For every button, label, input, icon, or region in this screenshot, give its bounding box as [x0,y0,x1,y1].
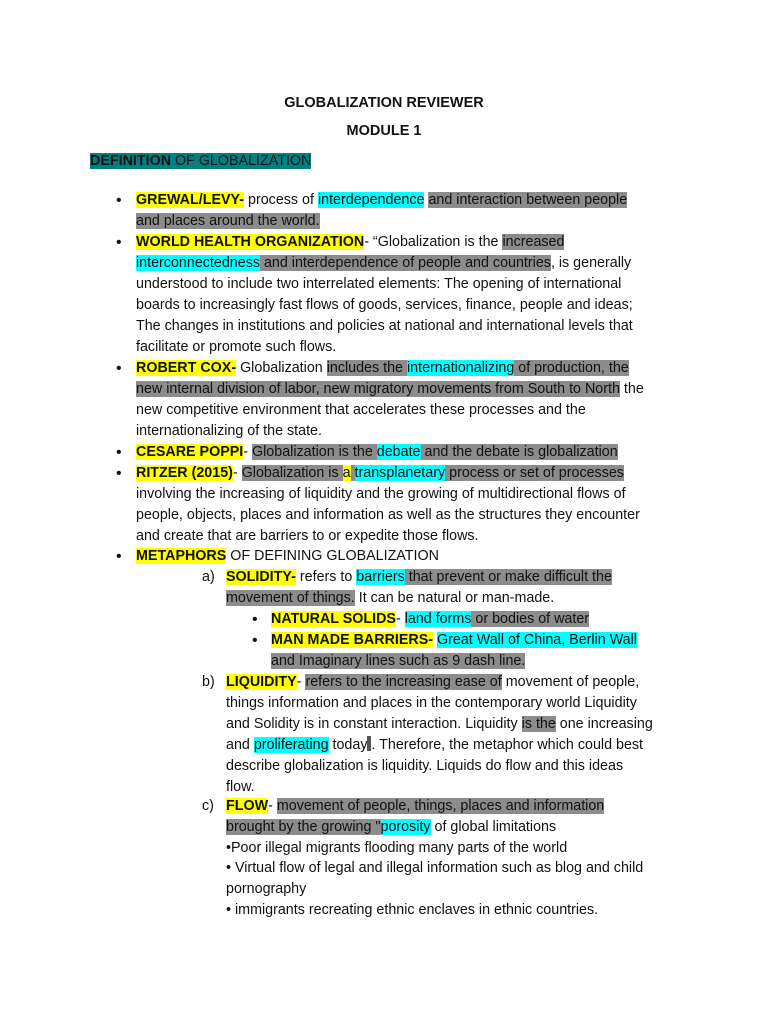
who-name: WORLD HEALTH ORGANIZATION [136,234,365,250]
poppi-line-1: CESARE POPPI- Globalization is the debate and the debate is globalization [136,444,618,460]
man-made-line-1: MAN MADE BARRIERS- Great Wall of China, Berlin Wall [271,632,637,648]
cox-name: ROBERT COX- [136,360,237,376]
cox-line-4: internationalizing of the state. [136,423,322,439]
who-line-6: facilitate or promote such flows. [136,339,337,355]
bullet: • [116,465,122,482]
cox-line-1: ROBERT COX- Globalization includes the internationalizing of production, the [136,360,629,376]
metaphors-heading: METAPHORS OF DEFINING GLOBALIZATION [136,548,439,564]
ritzer-line-3: people, objects, places and information as well as the structures they encounter [136,507,640,523]
who-line-2: interconnectedness and interdependence of people and countries, is generally [136,255,632,271]
list-label-a: a) [202,569,215,585]
module-heading: MODULE 1 [346,123,422,139]
poppi-name: CESARE POPPI [136,444,244,460]
liquidity-name: LIQUIDITY [226,674,297,690]
natural-solids-line: NATURAL SOLIDS- land forms or bodies of water [271,611,590,627]
liquidity-line-5: describe globalization is liquidity. Liquids do flow and this ideas [226,758,624,774]
liquidity-line-2: things information and places in the contemporary world Liquidity [226,695,637,711]
liquidity-line-3: and Solidity is in constant interaction. Liquidity is the one increasing [226,716,653,732]
solidity-name: SOLIDITY- [226,569,296,585]
flow-name: FLOW [226,798,269,814]
grewal-name: GREWAL/LEVY- [136,192,245,208]
solidity-line-1: SOLIDITY- refers to barriers that prevent or make difficult the [226,569,612,585]
bullet: • [252,632,258,649]
flow-line-5: pornography [226,881,307,897]
who-line-4: boards to increasingly fast flows of goods, services, finance, people and ideas; [136,297,633,313]
bullet: • [116,192,122,209]
bullet: • [116,360,122,377]
bullet: • [116,548,122,565]
flow-line-4: • Virtual flow of legal and illegal information such as blog and child [226,860,644,876]
who-line-3: understood to include two interrelated elements: The opening of international [136,276,622,292]
liquidity-line-6: flow. [226,779,255,795]
solidity-line-2: movement of things. It can be natural or man-made. [226,590,555,606]
who-line-1: WORLD HEALTH ORGANIZATION- “Globalization is the increased [136,234,565,250]
list-label-b: b) [202,674,215,690]
bullet: • [116,444,122,461]
flow-line-1: FLOW- movement of people, things, places and information [226,798,605,814]
ritzer-line-1: RITZER (2015)- Globalization is a transplanetary process or set of processes [136,465,624,481]
cox-line-2: new internal division of labor, new migratory movements from South to North the [136,381,644,397]
man-made-line-2: and Imaginary lines such as 9 dash line. [271,653,526,669]
liquidity-line-1: LIQUIDITY- refers to the increasing ease of movement of people, [226,674,640,690]
bullet: • [252,611,258,628]
flow-line-2: brought by the growing "porosity of global limitations [226,819,557,835]
bullet: • [116,234,122,251]
ritzer-line-2: involving the increasing of liquidity and the growing of multidirectional flows of [136,486,626,502]
flow-line-6: • immigrants recreating ethnic enclaves in ethnic countries. [226,902,599,918]
ritzer-name: RITZER (2015) [136,465,233,481]
grewal-line-2: and places around the world. [136,213,320,229]
cox-line-3: new competitive environment that accelerates these processes and the [136,402,586,418]
list-label-c: c) [202,798,214,814]
definition-heading: DEFINITION OF GLOBALIZATION [90,153,312,169]
grewal-line-1: GREWAL/LEVY- process of interdependence and interaction between people [136,192,628,208]
liquidity-line-4: and proliferating today . Therefore, the metaphor which could best [226,737,644,753]
ritzer-line-4: and create that are barriers to or expedite those flows. [136,528,479,544]
flow-line-3: •Poor illegal migrants flooding many parts of the world [226,840,568,856]
who-line-5: The changes in institutions and policies at national and international levels that [136,318,633,334]
document-title: GLOBALIZATION REVIEWER [284,95,484,111]
